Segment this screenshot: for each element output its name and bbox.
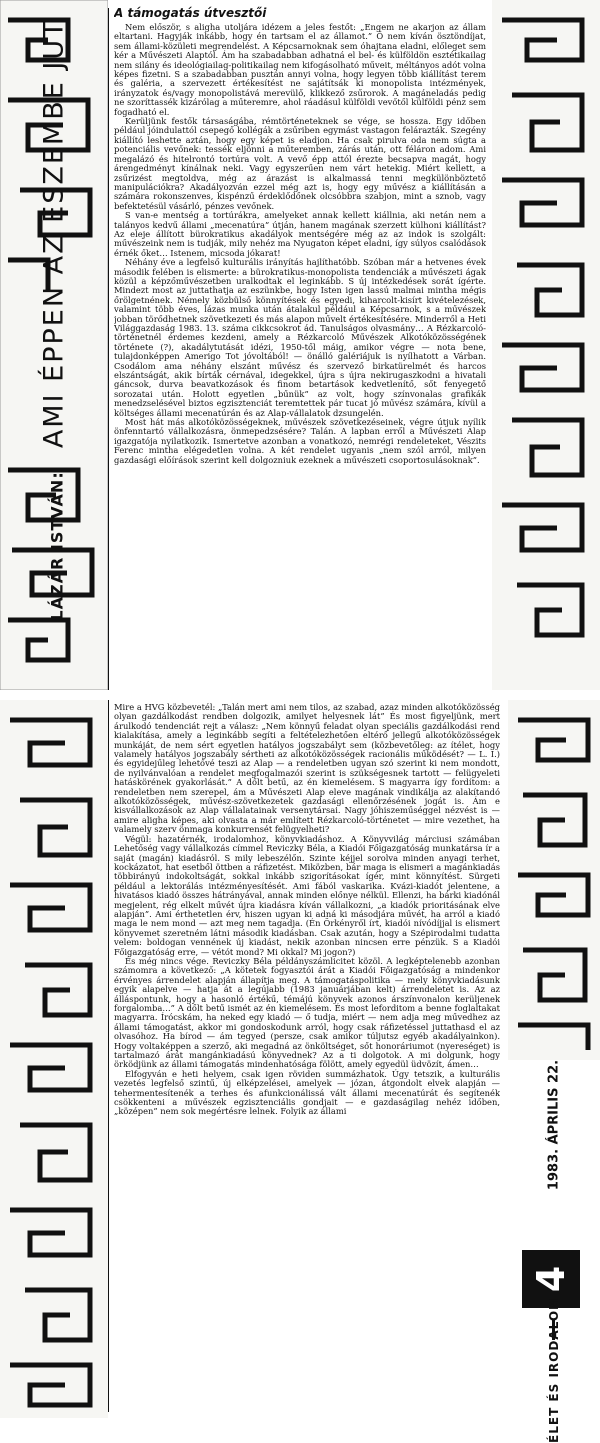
meander-border-left-lower bbox=[0, 700, 108, 1418]
paragraph: Néhány éve a legfelső kulturális irányítás hajlíthatóbb. Szóban már a hetvenes évek második felében is elismerte: a bürokratikus-monopolista tendenciák a művészeti ágak közül a képzőművészetben uralkodtak el leginkább. S új intézkedések sorát ígérte. Mindezt most az juttathatja az eszünkbe, hogy Isten igen lassú malmai mintha mégis őrölgetnének. Némely közbülső könnyítések és egyedi, kiharcolt-kisírt kivételezések, valamint több éves, lázas munka után átalakul például a Képcsarnok, s a művészek jobban törődhetnek szövetkezeti és más alapon művelt értékesítésére. Minderről a Heti Világgazdaság 1983. 13. száma cikkcsokrot ád. Tanulságos olvasmány… A Rézkarcoló-történetnél érdemes kezdeni, amely a Rézkarcoló Művészek Alkotóközösségének története (?), akadálytutását idézi, 1950-től máig, amikor végre — nota bene, tulajdonképpen Amerigo Tot jóvoltából! — önálló galériájuk is nyílhatott a Várban. Csodálom ama néhány elszánt művész és szervező birkatürelmét és harcos elszántságát, akik bírták cérnával, idegekkel, újra s újra nekirugaszkodni a hivatali gáncsok, durva beavatkozások és finom betartások kedvetlenítő, sőt fenyegető sorozatai után. Holott egyetlen „bűnük” az volt, hogy színvonalas grafikák menedzselésével biztos egzisztenciát teremtettek pár tucat jó művész számára, kívül a költséges állami mecenatúrán és az Alap-vállalatok dzsungelén. bbox=[114, 257, 486, 418]
column-rule bbox=[108, 8, 109, 690]
paragraph: És még nincs vége. Reviczky Béla példányszámlicitet közöl. A legképtelenebb azonban számomra a következő: „A kötetek fogyasztói árát a Kiadói Főigazgatóság a mindenkor érvényes árrendelet alapján állapítja meg. A támogatáspolitika — mely könyvkiadásunk egyik alapelve — hatja át a legújabb (1983 januárjában kelt) árrendeletet is. Az az álláspontunk, hogy a hasonló értékű, témájú könyvek azonos árszínvonalon kerüljenek forgalomba…” A dőlt betű ismét az én kiemelésem. És most leforditom a benne foglaltakat magyarra. Írócskám, ha neked egy kiadó — ő tudja, miért — nem adja meg művedhez az állami támogatást, akkor mi gondoskodunk arról, hogy csak ráfizetéssel juttathasd el az olvasóhoz. Ha bírod — ám tegyed (persze, csak amikor túljutsz egyéb akadályainkon). Hogy voltaképpen a szerző, aki megadná az önköltséget, sőt honoráriumot (nyereséget) is tartalmazó árát mangánkiadású könyvednek? Az a ti dolgotok. A mi dolgunk, hogy örködjünk az állami támogatás mindenhatósága fölött, amely egyedül üdvözít, ámen… bbox=[114, 955, 500, 1070]
paragraph: Elfogyván e heti helyem, csak igen röviden summázhatok. Úgy tetszik, a kulturális vezetés legfelső szintű, új elképzelései, amelyek — józan, átgondolt elvek alapján — tehermentesítenék a terhes és afunkcionálissá vált állami mecenatúrát és segítenék csökkenteni a művészek egzisztenciális gondjait — e gazdaságilag nehéz időben, „középen” nem sok megértésre lelnek. Folyik az állami bbox=[114, 1068, 500, 1117]
paragraph: Végül: hazatérnék, irodalomhoz, könyvkiadáshoz. A Könyvvilág márciusi számában Lehetőség vagy vállalkozás címmel Reviczky Béla, a Kiadói Főigazgatóság munkatársa ír a saját (magán) kiadásról. S mily lebeszélőn. Szinte kéjjel sorolva minden anyagi terhet, kockázatot, hat esetből öttben a ráfizetést. Miközben, bár maga is elismeri a magánkiadás többirányú indokoltságát, sokkal inkább szigorításokat ígér, mint könnyítést. Sürgeti például a lektorálás intézményesítését. Ami fából vaskarika. Kvázi-kiadót jelentene, a hivatásos kiadó összes hátrányával, annak minden előnye nélkül. Ellenzi, ha bárki kiadónál megjelent, rég elkelt művét újra kiadásra kíván vállalkozni, „a kiadók prioritásának elve alapján”. Ami érthetetlen érv, hiszen ugyan ki adná ki másodjára művét, ha arról a kiadó maga le nem mond — azt meg nem tagadja. (Én Örkényről írt, kiadói nívódíjjal is elismert könyvemet szeretném látni második kiadásban. Csak azután, hogy a Szépirodalmi tudatta velem: boldogan vennének új kiadást, nekik azonban nincsen erre pénzük. S a Kiadói Főigazgatóság erre, — vétót mond? Mi okkal? Mi jogon?) bbox=[114, 833, 500, 957]
greek-key-pattern-icon bbox=[492, 0, 600, 690]
headline: AMI ÉPPEN AZ ESZEMBE JUT bbox=[38, 19, 70, 449]
folio-strip bbox=[508, 705, 600, 1443]
masthead bbox=[0, 0, 108, 640]
paragraph: Kerüljünk festők társaságába, rémtörténeteknek se vége, se hossza. Egy időben például jóindulattól csepegő kollégák a zsűriben egymást vastagon felárazták. Szegény kiállító leshette aztán, hogy egy képet is eladjon. Ha csak pirulva oda nem súgta a potenciális vevőnek: tessék eljönni a műteremben, zárás után, ott féláron adom. Ami megalázó és hitelrontó tortúra volt. A vevő épp attól érezte becsapva magát, hogy árengedményt kínálnak neki. Vagy egyszerűen nem várt hetekig. Miért kellett, a zsűrizést megtoldva, még az árazást is alkalmassá tenni megkülönböztető manipulációkra? Akadályozván ezzel még azt is, hogy egy művész a kiállításán a számára rokonszenves, kispénzű érdeklődőnek olcsóbbra szabjon, mint a sznob, vagy befektetésül vásárló, pénzes vevőnek. bbox=[114, 116, 486, 211]
author-name: LÁZÁR ISTVÁN: bbox=[47, 471, 67, 621]
greek-key-pattern-icon bbox=[0, 700, 108, 1418]
section-title: A támogatás útvesztői bbox=[114, 6, 267, 20]
page-number: 4 bbox=[522, 1250, 580, 1308]
paragraph: Mire a HVG közbevetél: „Talán mert ami nem tilos, az szabad, azaz minden alkotóközösség olyan gazdálkodást rendben dolgozik, amilyet helyesnek lát” És most figyeljünk, mert árulkodó tendenciát rejt a válasz: „Nem könnyű feladat olyan speciális gazdálkodási rend kialakítása, amely a leginkább segíti a feltételezhetően eltérő jellegű alkotóközösségek munkáját, de nem sért egyetlen hatályos jogszabályt sem (közbevetőleg: az ítélet, hogy valamely hatályos jogszabály sértheti az alkotóközösségek racionális működését? — L. I.) és egyidejűleg lehetővé teszi az Alap — a rendeletben ugyan szó szerint ki nem mondott, de nyilvánvalóan a rendelet megfogalmazói szerint is szükségesnek tartott — felügyeleti hatáskörének gyakorlását.” A dőlt betű, az én kiemelésem. S magyarra így fordítom: a rendeletben nem szerepel, ám a Művészeti Alap eleve magának vindikálja az alakítandó alkotóközösségek, művész-szövetkezetek gazdasági ellenőrzésének jogát is. Ám e kisvállalkozások az Alap vállalatainak versenytársai. Nagy jóhiszeműséggel nézvést is — amire aligha képes, aki olvasta a már említett Rézkarcoló-történetet — mire vezethet, ha valamely szerv önmaga konkurrensét felügyelheti? bbox=[114, 703, 500, 835]
article-column-upper bbox=[114, 6, 486, 692]
paragraph: Nem először, s aligha utoljára idézem a jeles festőt: „Engem ne akarjon az állam eltartani. Hagyják inkább, hogy én tartsam el az államot.” Ő nem kíván ösztöndíjat, sem állami-közületi megrendelést. A Képcsarnoknak sem óhajtana eladni, előleget sem kér a Művészeti Alaptól. Ám ha szabadabban adhatná el bel- és külföldön esztétikailag nem silány és ideológiailag-politikailag nem kifogásolható műveit, méltányos adót volna képes fizetni. S a szabadabban pusztán annyi volna, hogy legyen több kiállítást terem és galéria, a szervezett értékesítést ne sajátítsák ki monopolista intézmények, irányzatok és/vagy monopolistává merevülő, klikkező zsűrorok. A magáneladás pedig ne szoríttassék kizárólag a műteremre, ahol ráadásul külföldi vevőtől külföldi pénz sem fogadható el. bbox=[114, 22, 486, 117]
article-column-lower bbox=[114, 703, 500, 1415]
paper-name: ÉLET ÉS IRODALOM bbox=[547, 1297, 561, 1443]
paragraph: S van-e mentség a tortúrákra, amelyeket annak kellett kiállnia, aki netán nem a talányos kedvű állami „mecenatúra” útján, hanem magának szerzett külhoni kiállítást? Az eleje állított bürokratikus akadályok mentségére még az az indok is szolgált: művészeink nem is tudják, mily nehéz ma Nyugaton képet eladni, így súlyos csalódások érnék őket… Istenem, micsoda jókarat! bbox=[114, 210, 486, 258]
paragraph: Most hát más alkotóközösségeknek, művészek szövetkezéseinek, végre útjuk nyílik önfenntartó vállalkozásra, önmepedzsésére? Talán. A lapban erről a Művészeti Alap igazgatója nyilatkozik. Ismertetve azonban a vonatkozó, nemrégi rendeleteket, Vészits Ferenc mintha elégedetlen volna. A két rendelet ugyanis „nem szól arról, milyen gazdasági előírások szerint kell dolgozniuk ezeknek a művészeti csoportosulásoknak”. bbox=[114, 417, 486, 465]
issue-date: 1983. ÁPRILIS 22. bbox=[546, 1059, 562, 1191]
meander-border-right-upper bbox=[492, 0, 600, 690]
column-rule bbox=[108, 700, 109, 1412]
